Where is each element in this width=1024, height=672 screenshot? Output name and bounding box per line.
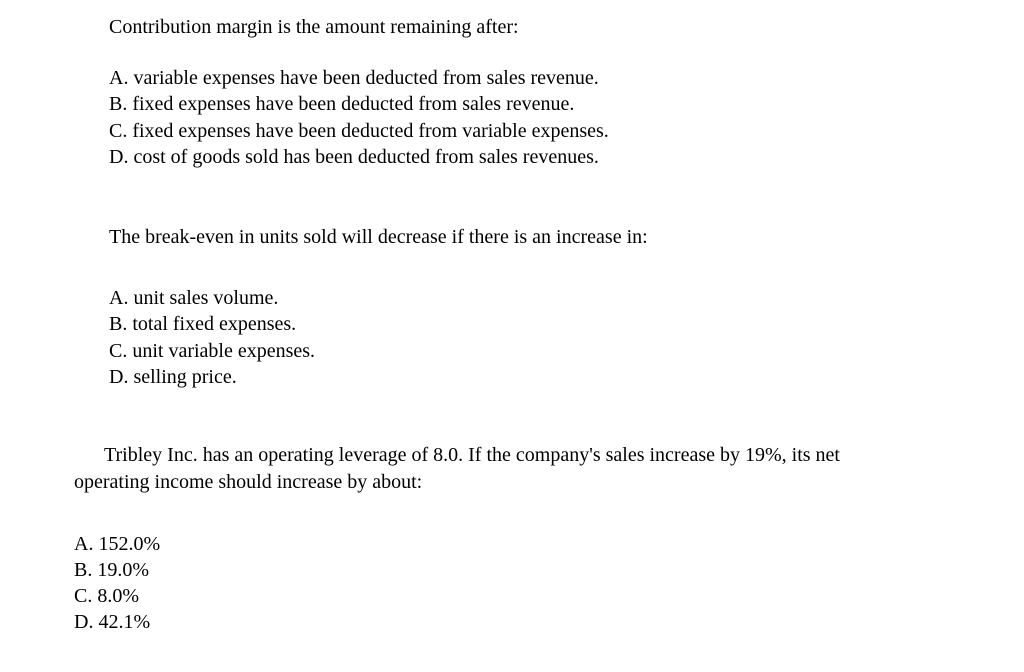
question-2-stem: The break-even in units sold will decrease if there is an increase in:: [109, 226, 648, 248]
question-3-option-b: B. 19.0%: [74, 559, 149, 581]
question-2-option-a: A. unit sales volume.: [109, 287, 279, 309]
question-3-stem-line-2: operating income should increase by about:: [74, 471, 423, 493]
question-1-option-c: C. fixed expenses have been deducted from variable expenses.: [109, 120, 609, 142]
question-2-option-d: D. selling price.: [109, 366, 237, 388]
question-1-option-a: A. variable expenses have been deducted from sales revenue.: [109, 67, 599, 89]
question-2-option-c: C. unit variable expenses.: [109, 340, 316, 362]
question-1-stem: Contribution margin is the amount remaining after:: [109, 16, 519, 38]
question-3-option-d: D. 42.1%: [74, 611, 151, 633]
question-1-option-b: B. fixed expenses have been deducted from sales revenue.: [109, 93, 575, 115]
question-2-option-b: B. total fixed expenses.: [109, 313, 297, 335]
question-3-stem-line-1: Tribley Inc. has an operating leverage of 8.0. If the company's sales increase by 19%, its net: [104, 444, 840, 466]
question-3-option-a: A. 152.0%: [74, 533, 161, 555]
question-3-option-c: C. 8.0%: [74, 585, 139, 607]
question-1-option-d: D. cost of goods sold has been deducted from sales revenues.: [109, 146, 599, 168]
